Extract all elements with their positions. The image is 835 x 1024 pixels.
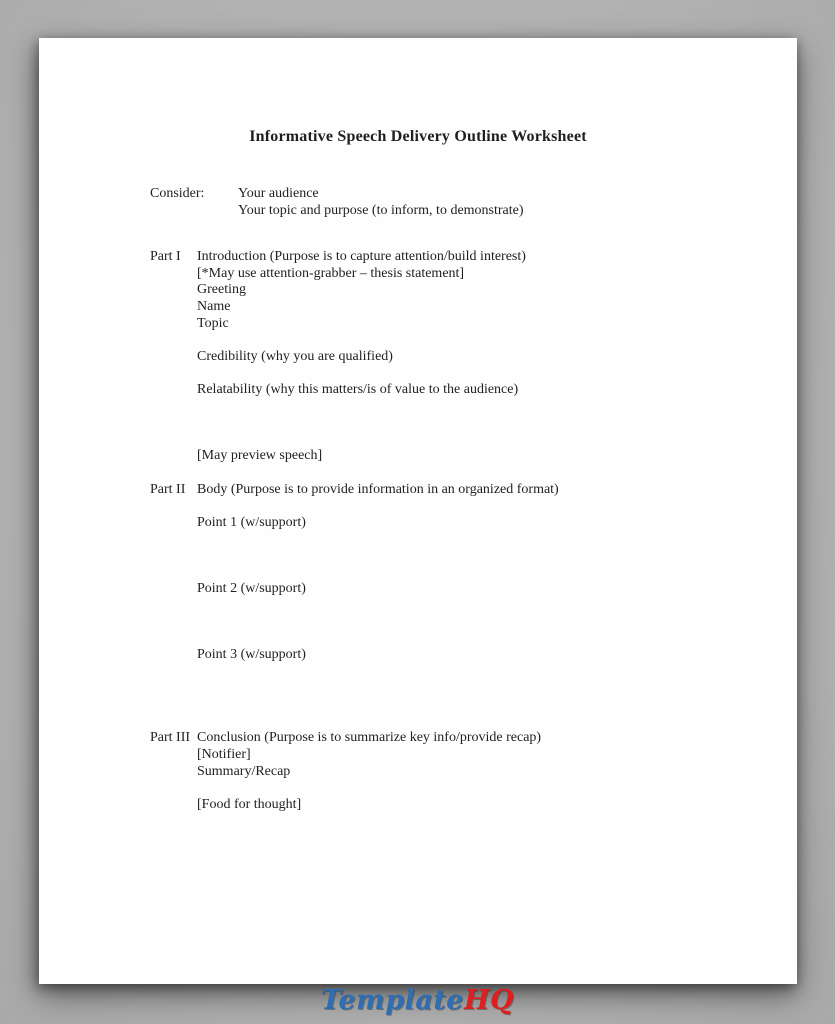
consider-line-audience: Your audience	[238, 186, 319, 201]
part-1-relatability: Relatability (why this matters/is of value to the audience)	[197, 381, 519, 397]
part-1-attention-grabber-note: [*May use attention-grabber – thesis statement]	[197, 265, 465, 281]
part-2-point-2: Point 2 (w/support)	[197, 581, 306, 597]
part-1-credibility: Credibility (why you are qualified)	[197, 348, 393, 364]
part-2-lines	[197, 482, 757, 665]
part-3-summary-recap: Summary/Recap	[197, 763, 291, 779]
part-2-point-3: Point 3 (w/support)	[197, 647, 306, 663]
part-1-lines	[197, 249, 757, 465]
consider-block	[150, 186, 757, 219]
logo-text-template: Template	[320, 985, 464, 1016]
part-3-lines	[197, 730, 757, 813]
consider-lines	[238, 186, 757, 219]
part-2-point-1: Point 1 (w/support)	[197, 514, 306, 530]
part-2-heading: Body (Purpose is to provide information in an organized format)	[197, 481, 559, 497]
consider-line-topic: Your topic and purpose (to inform, to demonstrate)	[238, 202, 524, 218]
part-1-topic: Topic	[197, 315, 229, 331]
templatehq-logo	[0, 985, 835, 1017]
part-2-label: Part II	[150, 481, 186, 497]
part-1-preview-note: [May preview speech]	[197, 448, 323, 464]
logo-text-hq: HQ	[464, 985, 515, 1016]
part-3-notifier: [Notifier]	[197, 747, 251, 763]
consider-label: Consider:	[150, 186, 205, 201]
part-1-heading: Introduction (Purpose is to capture attention/build interest)	[197, 249, 526, 265]
document-body	[39, 186, 797, 813]
part-1-name: Name	[197, 298, 231, 314]
part-2-section	[150, 482, 757, 665]
part-3-section	[150, 730, 757, 813]
part-3-label: Part III	[150, 730, 191, 746]
part-1-greeting: Greeting	[197, 282, 246, 298]
part-1-section	[150, 249, 757, 465]
part-3-heading: Conclusion (Purpose is to summarize key info/provide recap)	[197, 730, 542, 746]
worksheet-page	[39, 38, 797, 984]
part-3-food-for-thought: [Food for thought]	[197, 796, 302, 812]
part-1-label: Part I	[150, 249, 181, 265]
page-title: Informative Speech Delivery Outline Worksheet	[249, 128, 587, 145]
